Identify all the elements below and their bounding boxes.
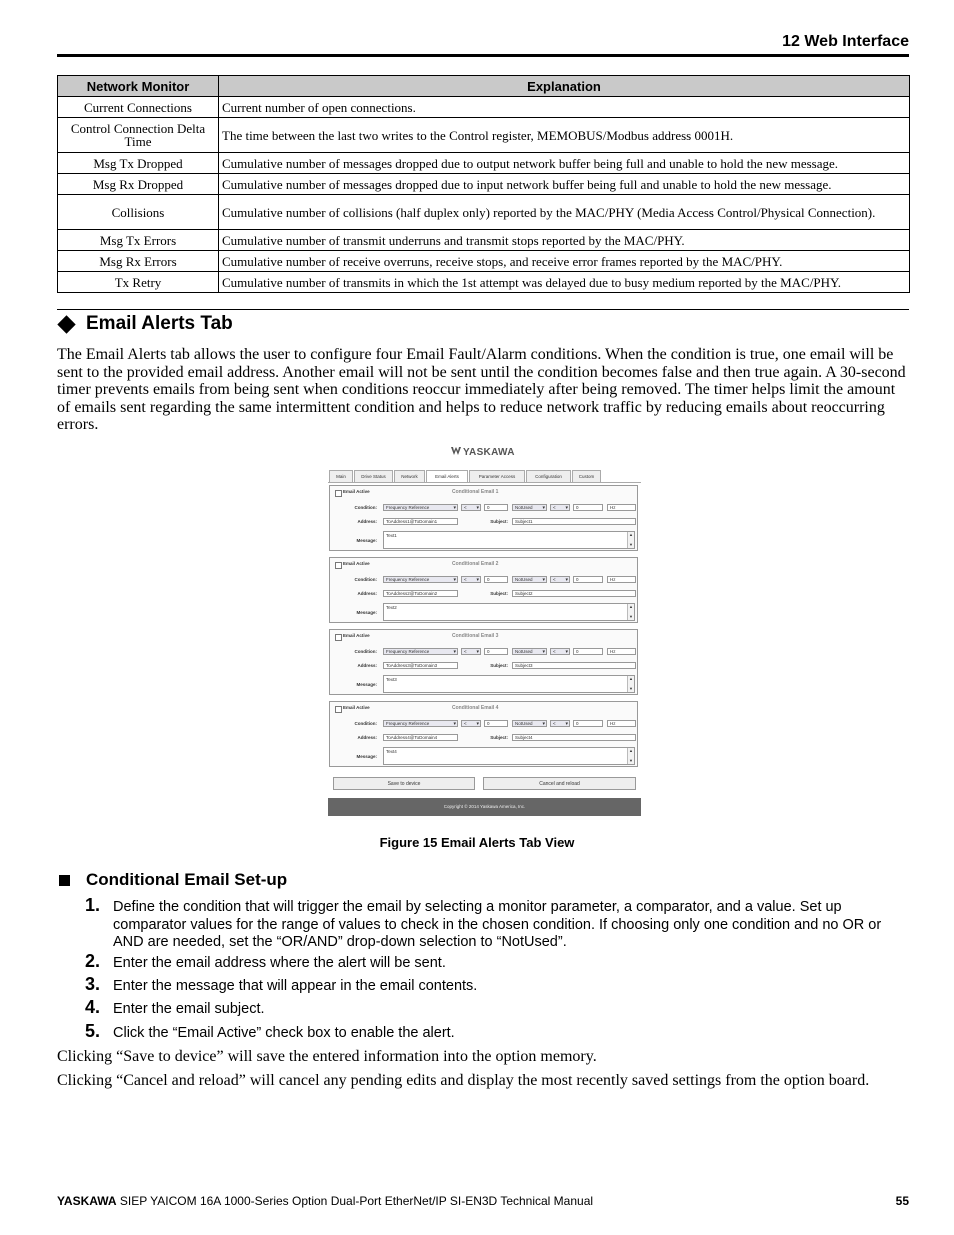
monitor-name: Current Connections (58, 97, 219, 118)
monitor-explanation: Cumulative number of receive overruns, receive stops, and receive error frames reported by the MAC/PHY. (219, 251, 910, 272)
monitor-explanation: Cumulative number of transmits in which the 1st attempt was delayed due to busy medium reported by the MAC/PHY. (219, 272, 910, 293)
network-monitor-table (57, 75, 910, 293)
table-row (58, 195, 910, 230)
monitor-name: Msg Rx Dropped (58, 174, 219, 195)
comparator-select[interactable]: < ▾ (461, 648, 481, 655)
message-label: Message: (356, 682, 377, 687)
subject-input[interactable]: Subject1 (512, 518, 636, 525)
tab-configuration[interactable]: Configuration (526, 470, 571, 482)
address-label: Address: (357, 663, 377, 668)
parameter-select[interactable]: Frequency Reference ▾ (383, 576, 458, 583)
section-title: Email Alerts Tab (86, 313, 233, 334)
scrollbar[interactable]: ▲ ▼ (627, 676, 634, 692)
step-number: 5. (85, 1021, 101, 1041)
comparator-select[interactable]: < ▾ (550, 504, 570, 511)
step-number: 2. (85, 951, 101, 971)
panel-title: Conditional Email 4 (452, 705, 499, 711)
monitor-name: Collisions (58, 195, 219, 230)
tab-parameter-access[interactable]: Parameter Access (469, 470, 525, 482)
page-number: 55 (895, 1194, 909, 1208)
email-active-label: Email Active (343, 561, 370, 566)
address-input[interactable]: ToAddress3@ToDomain3 (383, 662, 458, 669)
header-rule (57, 54, 909, 57)
yaskawa-logo-text: YASKAWA (463, 447, 515, 458)
conditional-email-panel (329, 557, 638, 623)
comparator-select[interactable]: < ▾ (550, 576, 570, 583)
table-row (58, 230, 910, 251)
monitor-explanation: Cumulative number of collisions (half duplex only) reported by the MAC/PHY (Media Access Control/Physical Connection). (219, 195, 910, 230)
value-input[interactable]: 0 (573, 648, 603, 655)
yaskawa-logo-icon (451, 447, 461, 455)
monitor-explanation: Cumulative number of messages dropped due to input network buffer being full and unable to hold the new message. (219, 174, 910, 195)
step-number: 4. (85, 997, 101, 1017)
table-row (58, 97, 910, 118)
address-label: Address: (357, 735, 377, 740)
step-text: Enter the email address where the alert will be sent. (113, 955, 446, 971)
running-header: 12 Web Interface (782, 33, 909, 50)
scrollbar[interactable]: ▲ ▼ (627, 604, 634, 620)
subject-label: Subject: (490, 519, 508, 524)
condition-label: Condition: (354, 649, 377, 654)
cancel-and-reload-button[interactable]: Cancel and reload (483, 777, 636, 790)
logic-select[interactable]: NotUsed ▾ (512, 504, 547, 511)
scrollbar[interactable]: ▲ ▼ (627, 532, 634, 548)
monitor-explanation: Cumulative number of messages dropped due to output network buffer being full and unable to hold the new message. (219, 153, 910, 174)
message-textarea[interactable] (383, 531, 635, 549)
monitor-explanation: The time between the last two writes to the Control register, MEMOBUS/Modbus address 0001H. (219, 118, 910, 153)
message-text: Text3 (386, 677, 397, 682)
tab-bar (328, 470, 641, 483)
footer-brand: YASKAWA (57, 1194, 117, 1208)
tab-email-alerts[interactable]: Email Alerts (426, 470, 468, 482)
message-text: Text1 (386, 533, 397, 538)
page-footer (57, 1194, 593, 1208)
unit-field: Hz (607, 648, 636, 655)
tab-main[interactable]: Main (329, 470, 353, 482)
panel-title: Conditional Email 2 (452, 561, 499, 567)
address-label: Address: (357, 591, 377, 596)
table-row (58, 272, 910, 293)
monitor-name: Msg Tx Dropped (58, 153, 219, 174)
value-input[interactable]: 0 (484, 720, 508, 727)
logic-select[interactable]: NotUsed ▾ (512, 576, 547, 583)
step-text: Enter the email subject. (113, 1001, 265, 1017)
condition-label: Condition: (354, 505, 377, 510)
tab-network[interactable]: Network (394, 470, 425, 482)
email-active-checkbox[interactable] (335, 634, 342, 641)
diamond-bullet-icon (57, 315, 75, 333)
tab-drive-status[interactable]: Drive Status (354, 470, 393, 482)
monitor-explanation: Cumulative number of transmit underruns and transmit stops reported by the MAC/PHY. (219, 230, 910, 251)
save-paragraph: Clicking “Save to device” will save the entered information into the option memory. (57, 1048, 597, 1065)
address-input[interactable]: ToAddress1@ToDomain1 (383, 518, 458, 525)
email-active-label: Email Active (343, 489, 370, 494)
email-active-checkbox[interactable] (335, 562, 342, 569)
parameter-select[interactable]: Frequency Reference ▾ (383, 648, 458, 655)
table-row (58, 153, 910, 174)
value-input[interactable]: 0 (573, 504, 603, 511)
section-heading (57, 313, 233, 335)
comparator-select[interactable]: < ▾ (550, 648, 570, 655)
section-rule (57, 309, 909, 310)
logic-select[interactable]: NotUsed ▾ (512, 720, 547, 727)
unit-field: Hz (607, 504, 636, 511)
email-active-checkbox[interactable] (335, 706, 342, 713)
monitor-name: Tx Retry (58, 272, 219, 293)
conditional-email-panel (329, 629, 638, 695)
condition-label: Condition: (354, 577, 377, 582)
yaskawa-logo (451, 447, 515, 458)
unit-field: Hz (607, 576, 636, 583)
cancel-paragraph: Clicking “Cancel and reload” will cancel any pending edits and display the most recently saved settings from the option board. (57, 1072, 870, 1089)
message-text: Text4 (386, 749, 397, 754)
value-input[interactable]: 0 (573, 576, 603, 583)
table-row (58, 251, 910, 272)
step-text: Click the “Email Active” check box to enable the alert. (113, 1025, 455, 1041)
figure-caption: Figure 15 Email Alerts Tab View (379, 835, 575, 850)
comparator-select[interactable]: < ▾ (550, 720, 570, 727)
subsection-title: Conditional Email Set-up (86, 870, 288, 889)
parameter-select[interactable]: Frequency Reference ▾ (383, 504, 458, 511)
subject-input[interactable]: Subject2 (512, 590, 636, 597)
conditional-email-panel (329, 701, 638, 767)
message-text: Text2 (386, 605, 397, 610)
square-bullet-icon (59, 875, 70, 886)
monitor-name: Control Connection Delta Time (58, 118, 219, 153)
tab-custom[interactable]: Custom (572, 470, 601, 482)
value-input[interactable]: 0 (484, 648, 508, 655)
comparator-select[interactable]: < ▾ (461, 504, 481, 511)
email-active-checkbox[interactable] (335, 490, 342, 497)
value-input[interactable]: 0 (484, 504, 508, 511)
footer-doc-title: SIEP YAICOM 16A 1000-Series Option Dual-Port EtherNet/IP SI-EN3D Technical Manual (116, 1194, 594, 1208)
comparator-select[interactable]: < ▾ (461, 576, 481, 583)
condition-label: Condition: (354, 721, 377, 726)
message-textarea[interactable] (383, 675, 635, 693)
monitor-explanation: Current number of open connections. (219, 97, 910, 118)
email-active-label: Email Active (343, 633, 370, 638)
message-textarea[interactable] (383, 603, 635, 621)
subject-label: Subject: (490, 591, 508, 596)
message-label: Message: (356, 754, 377, 759)
value-input[interactable]: 0 (573, 720, 603, 727)
step-text: Define the condition that will trigger the email by selecting a monitor parameter, a comparator, and a value. Set up comparator values for the range of values to check in the chosen condition. If choosing only one condition and no OR or AND are needed, set the “OR/AND” drop-down selection to “NotUsed”. (113, 899, 882, 950)
intro-paragraph: The Email Alerts tab allows the user to configure four Email Fault/Alarm conditions. When the condition is true, one email will be sent to the provided email address. Another email will not be sent until the condition becomes false and then true again. A 30-second timer prevents emails from being sent when conditions reoccur immediately after being removed. The timer helps limit the amount of emails sent regarding the same intermittent condition and helps to reduce network traffic by reducing emails about reoccurring errors. (57, 346, 906, 433)
step-number: 3. (85, 974, 101, 994)
scrollbar[interactable]: ▲ ▼ (627, 748, 634, 764)
step-number: 1. (85, 895, 101, 915)
table-header-explanation: Explanation (219, 76, 910, 97)
copyright-footer: Copyright © 2014 Yaskawa America, Inc. (328, 798, 641, 816)
email-alerts-screenshot (328, 443, 641, 816)
email-active-label: Email Active (343, 705, 370, 710)
save-to-device-button[interactable]: Save to device (333, 777, 475, 790)
monitor-name: Msg Tx Errors (58, 230, 219, 251)
value-input[interactable]: 0 (484, 576, 508, 583)
monitor-name: Msg Rx Errors (58, 251, 219, 272)
subject-label: Subject: (490, 663, 508, 668)
address-input[interactable]: ToAddress2@ToDomain2 (383, 590, 458, 597)
panel-title: Conditional Email 1 (452, 489, 499, 495)
address-input[interactable]: ToAddress4@ToDomain4 (383, 734, 458, 741)
parameter-select[interactable]: Frequency Reference ▾ (383, 720, 458, 727)
comparator-select[interactable]: < ▾ (461, 720, 481, 727)
conditional-email-panel (329, 485, 638, 551)
table-header-monitor: Network Monitor (58, 76, 219, 97)
message-textarea[interactable] (383, 747, 635, 765)
logic-select[interactable]: NotUsed ▾ (512, 648, 547, 655)
message-label: Message: (356, 610, 377, 615)
table-row (58, 174, 910, 195)
message-label: Message: (356, 538, 377, 543)
subject-label: Subject: (490, 735, 508, 740)
step-text: Enter the message that will appear in the email contents. (113, 978, 478, 994)
subject-input[interactable]: Subject4 (512, 734, 636, 741)
table-row (58, 118, 910, 153)
unit-field: Hz (607, 720, 636, 727)
subsection-heading (57, 870, 287, 890)
address-label: Address: (357, 519, 377, 524)
subject-input[interactable]: Subject3 (512, 662, 636, 669)
panel-title: Conditional Email 3 (452, 633, 499, 639)
